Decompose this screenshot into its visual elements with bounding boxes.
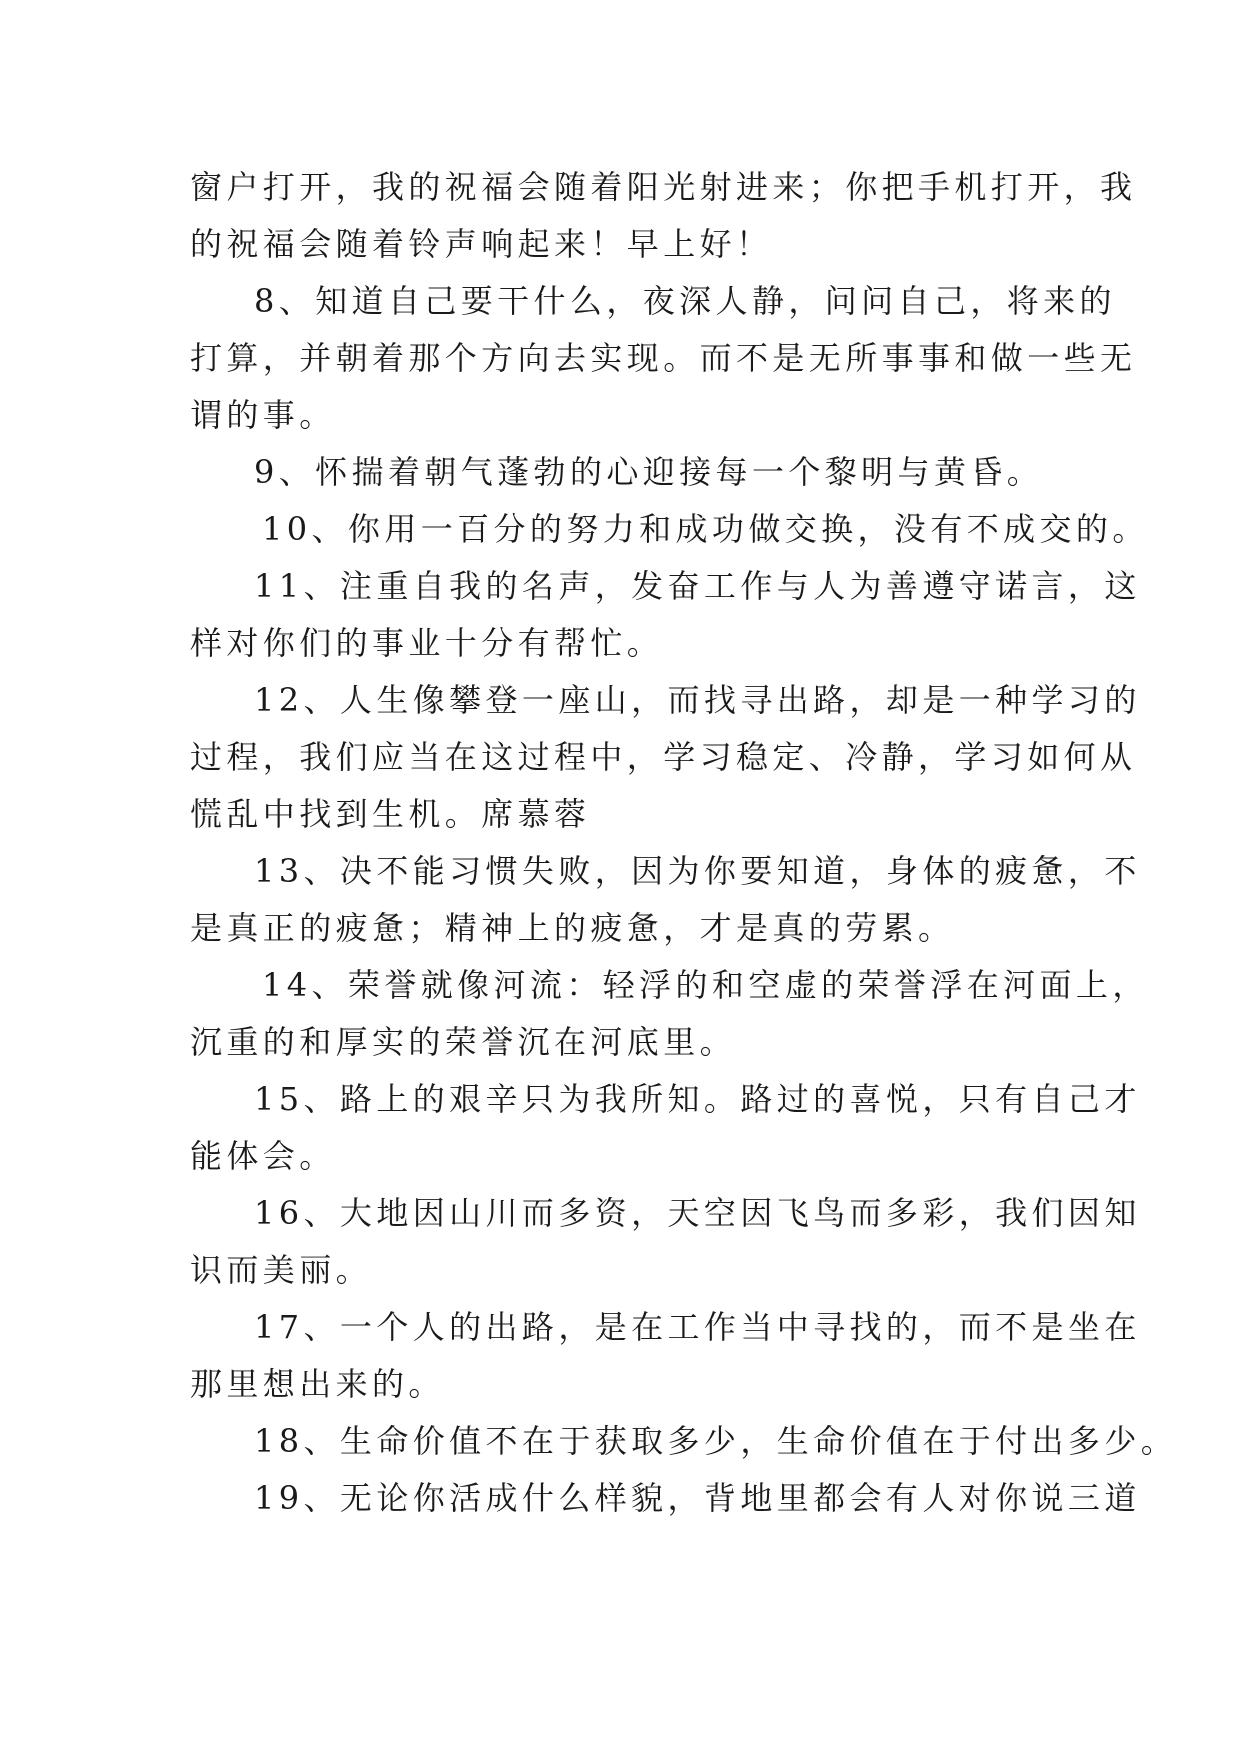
text-line: 谓的事。: [190, 396, 336, 434]
text-line: 14、荣誉就像河流：轻浮的和空虚的荣誉浮在河面上，: [262, 966, 1149, 1004]
text-line: 10、你用一百分的努力和成功做交换，没有不成交的。: [262, 510, 1149, 548]
text-line: 9、怀揣着朝气蓬勃的心迎接每一个黎明与黄昏。: [254, 453, 1044, 491]
text-line: 12、人生像攀登一座山，而找寻出路，却是一种学习的: [254, 681, 1141, 719]
text-line: 打算，并朝着那个方向去实现。而不是无所事事和做一些无: [190, 339, 1137, 377]
text-line: 13、决不能习惯失败，因为你要知道，身体的疲惫，不: [254, 852, 1141, 890]
text-line: 16、大地因山川而多资，天空因飞鸟而多彩，我们因知: [254, 1194, 1141, 1232]
text-line: 是真正的疲惫；精神上的疲惫，才是真的劳累。: [190, 909, 955, 947]
text-line: 17、一个人的出路，是在工作当中寻找的，而不是坐在: [254, 1308, 1141, 1346]
text-line: 8、知道自己要干什么，夜深人静，问问自己，将来的: [254, 282, 1116, 320]
text-line: 窗户打开，我的祝福会随着阳光射进来；你把手机打开，我: [190, 168, 1137, 206]
text-line: 能体会。: [190, 1137, 336, 1175]
text-line: 15、路上的艰辛只为我所知。路过的喜悦，只有自己才: [254, 1080, 1141, 1118]
text-line: 识而美丽。: [190, 1251, 373, 1289]
text-line: 的祝福会随着铃声响起来！早上好！: [190, 225, 773, 263]
text-line: 慌乱中找到生机。席慕蓉: [190, 795, 591, 833]
text-line: 样对你们的事业十分有帮忙。: [190, 624, 664, 662]
text-line: 过程，我们应当在这过程中，学习稳定、冷静，学习如何从: [190, 738, 1137, 776]
text-line: 19、无论你活成什么样貌，背地里都会有人对你说三道: [254, 1479, 1141, 1517]
text-line: 那里想出来的。: [190, 1365, 445, 1403]
text-line: 沉重的和厚实的荣誉沉在河底里。: [190, 1023, 737, 1061]
text-line: 11、注重自我的名声，发奋工作与人为善遵守诺言，这: [254, 567, 1141, 605]
text-line: 18、生命价值不在于获取多少，生命价值在于付出多少。: [254, 1422, 1178, 1460]
